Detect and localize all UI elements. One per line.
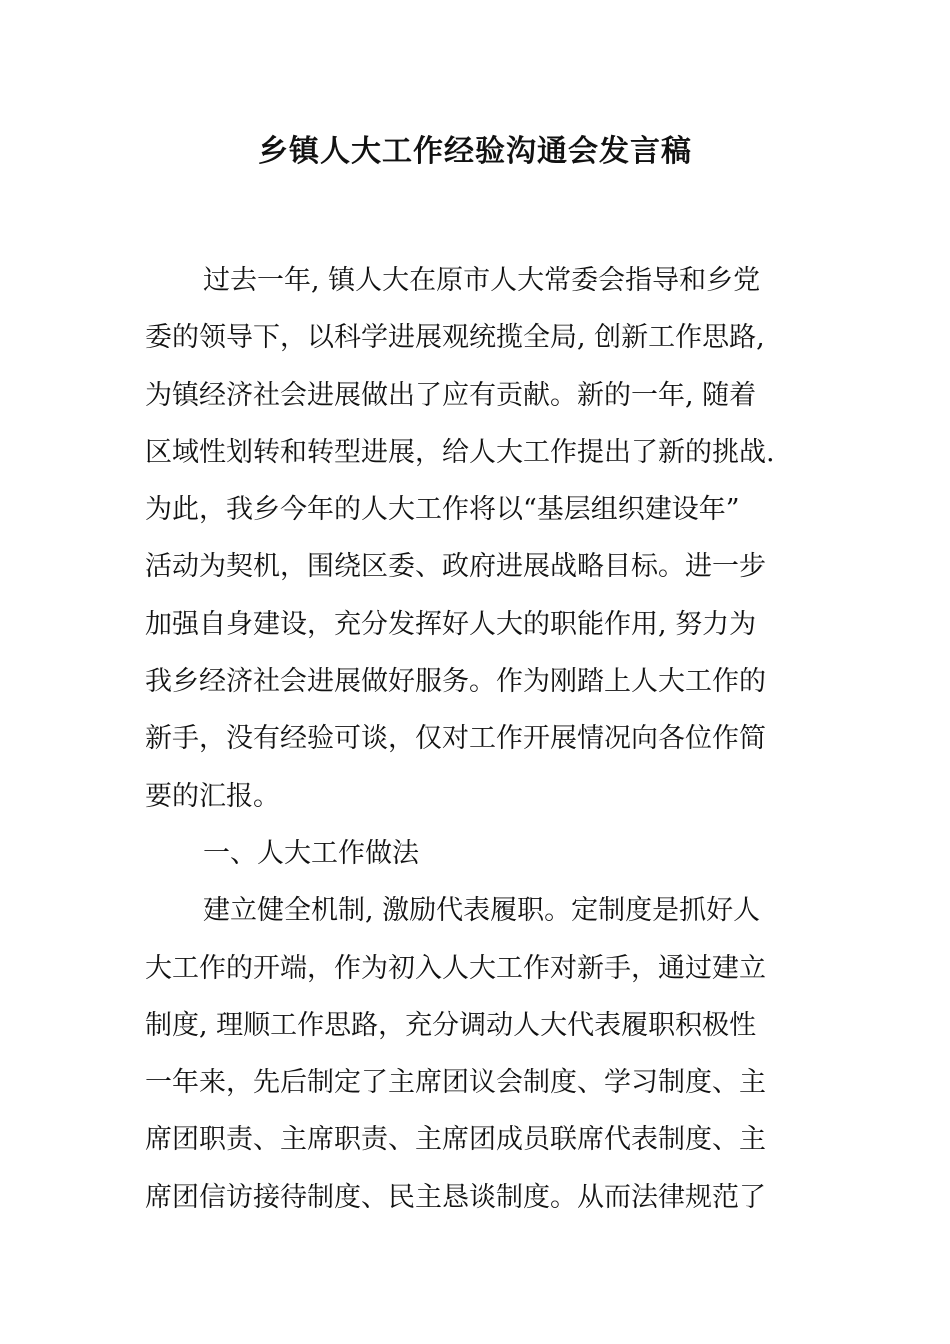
body-line: 区域性划转和转型进展，给人大工作提出了新的挑战. xyxy=(145,436,775,468)
body-line: 为镇经济社会进展做出了应有贡献。新的一年, 随着 xyxy=(145,379,757,411)
body-line: 大工作的开端，作为初入人大工作对新手，通过建立 xyxy=(145,952,766,984)
body-line: 委的领导下，以科学进展观统揽全局, 创新工作思路, xyxy=(145,322,765,354)
body-line: 席团职责、主席职责、主席团成员联席代表制度、主 xyxy=(145,1124,766,1156)
body-line: 一年来，先后制定了主席团议会制度、学习制度、主 xyxy=(145,1067,766,1099)
body-line: 我乡经济社会进展做好服务。作为刚踏上人大工作的 xyxy=(145,666,766,698)
body-line: 为此，我乡今年的人大工作将以“基层组织建设年” xyxy=(145,494,740,526)
body-line: 要的汇报。 xyxy=(145,780,280,812)
body-line: 新手，没有经验可谈，仅对工作开展情况向各位作简 xyxy=(145,723,766,755)
body-line: 制度, 理顺工作思路，充分调动人大代表履职积极性 xyxy=(145,1009,757,1041)
body-line: 建立健全机制, 激励代表履职。定制度是抓好人 xyxy=(203,895,761,927)
body-line: 过去一年, 镇人大在原市人大常委会指导和乡党 xyxy=(203,265,761,296)
body-line: 加强自身建设，充分发挥好人大的职能作用, 努力为 xyxy=(145,608,757,640)
document-body xyxy=(145,252,815,1226)
document-title: 乡镇人大工作经验沟通会发言稿 xyxy=(258,134,692,169)
section-heading: 一、人大工作做法 xyxy=(203,837,419,869)
body-line: 席团信访接待制度、民主恳谈制度。从而法律规范了 xyxy=(145,1181,766,1213)
body-line: 活动为契机，围绕区委、政府进展战略目标。进一步 xyxy=(145,551,766,583)
